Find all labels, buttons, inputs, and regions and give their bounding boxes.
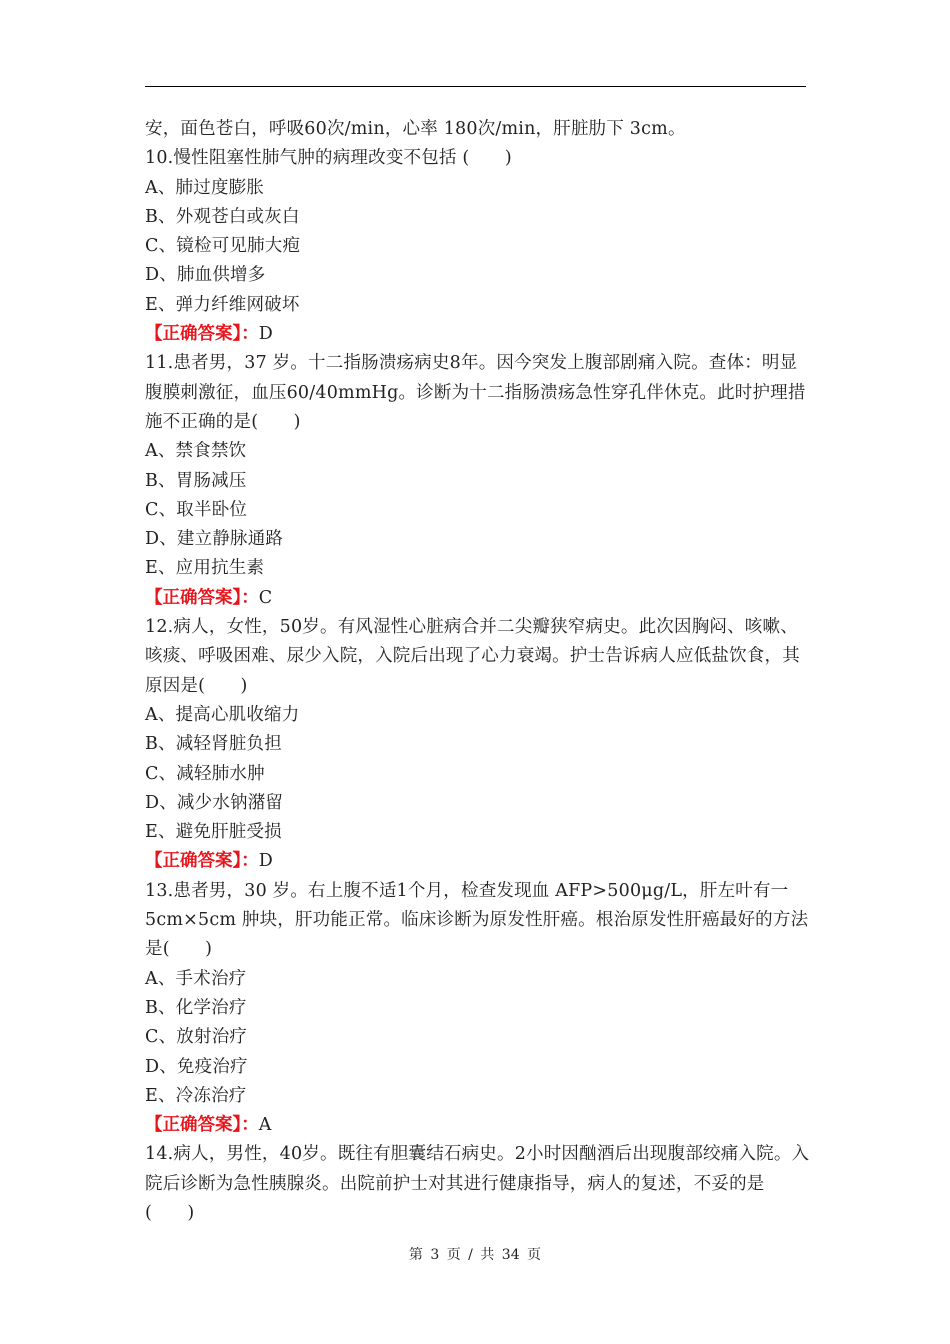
answer-value: D bbox=[258, 851, 273, 872]
question-10 bbox=[145, 144, 810, 349]
question-11 bbox=[145, 349, 810, 613]
option-c: C、减轻肺水肿 bbox=[145, 763, 265, 784]
question-stem: 11.患者男，37 岁。十二指肠溃疡病史8年。因今突发上腹部剧痛入院。查体：明显腹膜刺激征，血压60/40mmHg。诊断为十二指肠溃疡急性穿孔伴休克。此时护理措施不正确的是( ) bbox=[145, 353, 806, 432]
option-d: D、肺血供增多 bbox=[145, 265, 266, 286]
option-c: C、镜检可见肺大疱 bbox=[145, 236, 301, 257]
answer-label: 【正确答案】： bbox=[145, 851, 259, 872]
option-c: C、放射治疗 bbox=[145, 1027, 248, 1048]
answer-value: D bbox=[258, 324, 273, 345]
answer-label: 【正确答案】： bbox=[145, 1115, 259, 1136]
option-b: B、化学治疗 bbox=[145, 997, 247, 1018]
page-footer: 第 3 页 / 共 34 页 bbox=[408, 1247, 542, 1263]
correct-answer bbox=[145, 320, 810, 349]
option-d: D、建立静脉通路 bbox=[145, 529, 284, 550]
option-e: E、弹力纤维网破坏 bbox=[145, 294, 300, 315]
question-12 bbox=[145, 613, 810, 877]
answer-value: A bbox=[258, 1115, 272, 1136]
option-d: D、减少水钠潴留 bbox=[145, 792, 284, 813]
option-d: D、免疫治疗 bbox=[145, 1056, 248, 1077]
question-stem: 10.慢性阻塞性肺气肿的病理改变不包括 ( ) bbox=[145, 148, 512, 169]
option-e: E、应用抗生素 bbox=[145, 558, 265, 579]
option-e: E、冷冻治疗 bbox=[145, 1085, 247, 1106]
answer-label: 【正确答案】： bbox=[145, 587, 259, 608]
continuation-text: 安，面色苍白，呼吸60次/min，心率 180次/min，肝脏肋下 3cm。 bbox=[145, 119, 686, 139]
answer-label: 【正确答案】： bbox=[145, 324, 259, 345]
question-13 bbox=[145, 877, 810, 1141]
option-b: B、外观苍白或灰白 bbox=[145, 206, 300, 227]
option-a: A、手术治疗 bbox=[145, 968, 247, 989]
option-c: C、取半卧位 bbox=[145, 499, 248, 520]
option-a: A、提高心肌收缩力 bbox=[145, 704, 300, 725]
question-14 bbox=[145, 1140, 810, 1228]
option-a: A、肺过度膨胀 bbox=[145, 177, 265, 198]
correct-answer bbox=[145, 584, 810, 613]
question-stem: 12.病人，女性，50岁。有风湿性心脏病合并二尖瓣狭窄病史。此次因胸闷、咳嗽、咳痰、呼吸困难、尿少入院，入院后出现了心力衰竭。护士告诉病人应低盐饮食，其原因是( ) bbox=[145, 617, 800, 696]
question-stem: 14.病人，男性，40岁。既往有胆囊结石病史。2小时因酗酒后出现腹部绞痛入院。入院后诊断为急性胰腺炎。出院前护士对其进行健康指导，病人的复述，不妥的是( ) bbox=[145, 1144, 810, 1223]
header-rule bbox=[145, 86, 806, 87]
option-e: E、避免肝脏受损 bbox=[145, 822, 282, 843]
answer-value: C bbox=[258, 587, 273, 608]
page-content bbox=[145, 115, 810, 1228]
option-a: A、禁食禁饮 bbox=[145, 441, 247, 462]
option-b: B、胃肠减压 bbox=[145, 470, 247, 491]
correct-answer bbox=[145, 847, 810, 876]
option-b: B、减轻肾脏负担 bbox=[145, 734, 282, 755]
question-stem: 13.患者男，30 岁。右上腹不适1个月，检查发现血 AFP>500μg/L，肝左叶有一5cm×5cm 肿块，肝功能正常。临床诊断为原发性肝癌。根治原发性肝癌最好的方法是( ) bbox=[145, 880, 809, 960]
correct-answer bbox=[145, 1111, 810, 1140]
